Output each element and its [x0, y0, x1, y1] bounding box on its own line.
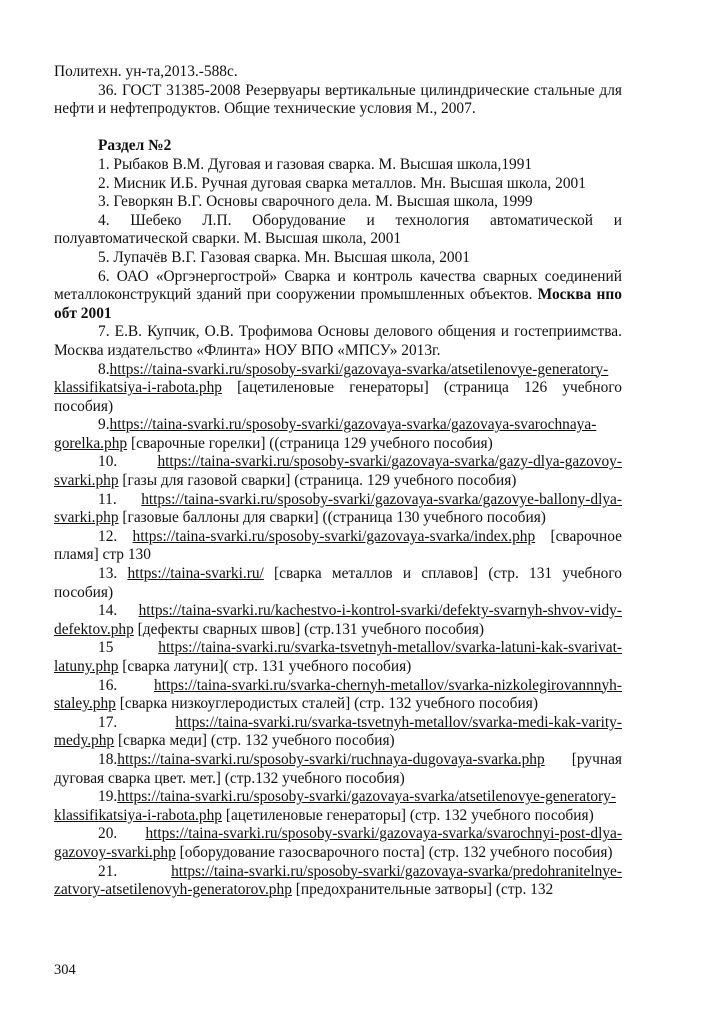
reference-link[interactable]: https://taina-svarki.ru/ [127, 565, 264, 583]
reference-6-text: 6. ОАО «Оргэнергострой» Сварка и контроль качества сварных соединений металлоконструкций зданий при сооружении промышленных объектов. [54, 267, 622, 304]
reference-link[interactable]: https://taina-svarki.ru/sposoby-svarki/gazovaya-svarka/predohranitelnye-zatvory-atsetilenovyh-generatorov.php [54, 862, 622, 899]
link-reference-item [54, 453, 622, 490]
reference-number: 11. [98, 490, 142, 508]
link-reference-item [54, 714, 622, 751]
reference-number: 13. [98, 565, 128, 583]
page-number: 304 [54, 962, 76, 978]
reference-link[interactable]: https://taina-svarki.ru/sposoby-svarki/gazovaya-svarka/svarochnyi-post-dlya-gazovoy-svarki.php [54, 825, 622, 861]
spacer [54, 119, 622, 138]
reference-1: 1. Рыбаков В.М. Дуговая и газовая сварка. М. Высшая школа,1991 [98, 155, 533, 173]
reference-number: 19. [98, 788, 118, 806]
link-reference-item [54, 361, 622, 417]
reference-link[interactable]: https://taina-svarki.ru/sposoby-svarki/gazovaya-svarka/atsetilenovye-generatory-klassifikatsiya-i-rabota.php [54, 360, 609, 397]
reference-description: [сварочные горелки] ((страница 129 учебного пособия) [127, 434, 493, 452]
text-line: Политехн. ун-та,2013.-588с. [54, 63, 238, 80]
reference-description: [ацетиленовые генераторы] (страница 126 учебного пособия) [54, 379, 622, 415]
reference-4: 4. Шебеко Л.П. Оборудование и технология автоматической и полуавтоматической сварки. М. Высшая школа, 2001 [54, 211, 622, 248]
reference-link[interactable]: https://taina-svarki.ru/kachestvo-i-kontrol-svarki/defekty-svarnyh-shvov-vidy-defektov.php [54, 602, 622, 638]
reference-link[interactable]: https://taina-svarki.ru/sposoby-svarki/gazovaya-svarka/atsetilenovye-generatory-klassifikatsiya-i-rabota.php [54, 788, 616, 824]
link-reference-item [54, 602, 622, 639]
section-title: Раздел №2 [98, 137, 172, 155]
reference-2: 2. Мисник И.Б. Ручная дуговая сварка металлов. Мн. Высшая школа, 2001 [98, 174, 586, 192]
reference-6-bold: Москва нпо обт 2001 [54, 286, 622, 322]
reference-description: [дефекты сварных швов] (стр.131 учебного пособия) [133, 620, 485, 638]
reference-number: 12. [98, 527, 133, 545]
reference-link[interactable]: https://taina-svarki.ru/sposoby-svarki/gazovaya-svarka/gazovaya-svarochnaya-gorelka.php [54, 416, 597, 452]
reference-link[interactable]: https://taina-svarki.ru/svarka-tsvetnyh-metallov/svarka-medi-kak-varity-medy.php [54, 713, 622, 750]
reference-number: 10. [98, 453, 158, 471]
link-reference-item [54, 528, 622, 565]
reference-link[interactable]: https://taina-svarki.ru/sposoby-svarki/ruchnaya-dugovaya-svarka.php [117, 750, 545, 768]
reference-description: [сварка меди] (стр. 132 учебного пособия) [114, 732, 395, 750]
link-reference-item [54, 677, 622, 714]
reference-description: [сварочное пламя] стр 130 [54, 527, 622, 564]
link-reference-list [54, 361, 622, 900]
link-reference-item [54, 825, 622, 862]
reference-description: [предохранительные затворы] (стр. 132 [291, 881, 554, 899]
reference-link[interactable]: https://taina-svarki.ru/sposoby-svarki/gazovaya-svarka/index.php [132, 527, 536, 545]
reference-number: 16. [98, 676, 155, 694]
reference-description: [ручная дуговая сварка цвет. мет.] (стр.132 учебного пособия) [54, 750, 622, 787]
link-reference-item [54, 416, 622, 453]
link-reference-item [54, 863, 622, 900]
reference-link[interactable]: https://taina-svarki.ru/sposoby-svarki/gazovaya-svarka/gazy-dlya-gazovoy-svarki.php [54, 453, 622, 490]
reference-number: 9. [98, 416, 110, 434]
reference-7: 7. Е.В. Купчик, О.В. Трофимова Основы делового общения и гостеприимства. Москва издательство «Флинта» НОУ ВПО «МПСУ» 2013г. [54, 323, 622, 359]
reference-link[interactable]: https://taina-svarki.ru/svarka-chernyh-metallov/svarka-nizkolegirovannnyh-staley.php [54, 676, 622, 713]
link-reference-item [54, 751, 622, 788]
reference-5: 5. Лупачёв В.Г. Газовая сварка. Мн. Высшая школа, 2001 [98, 248, 470, 266]
link-reference-item [54, 788, 622, 825]
reference-description: [газовые баллоны для сварки] ((страница 130 учебного пособия) [118, 509, 546, 527]
page-content [54, 63, 622, 900]
reference-description: [сварка низкоуглеродистых сталей] (стр. 132 учебного пособия) [115, 695, 538, 713]
reference-number: 14. [98, 602, 139, 620]
reference-description: [оборудование газосварочного поста] (стр. 132 учебного пособия) [175, 843, 613, 861]
reference-link[interactable]: https://taina-svarki.ru/svarka-tsvetnyh-metallov/svarka-latuni-kak-svarivat-latuny.php [54, 639, 622, 675]
reference-description: [ацетиленовые генераторы] (стр. 132 учебного пособия) [221, 806, 594, 824]
reference-description: [сварка латуни]( стр. 131 учебного пособия) [118, 658, 412, 675]
reference-description: [газы для газовой сварки] (страница. 129 учебного пособия) [118, 472, 517, 490]
reference-number: 20. [98, 825, 146, 843]
reference-description: [сварка металлов и сплавов] (стр. 131 учебного пособия) [54, 565, 622, 601]
reference-number: 8. [98, 360, 110, 378]
reference-number: 21. [98, 862, 172, 880]
link-reference-item [54, 639, 622, 676]
reference-link[interactable]: https://taina-svarki.ru/sposoby-svarki/gazovaya-svarka/gazovye-ballony-dlya-svarki.php [54, 490, 622, 527]
section-heading [54, 137, 622, 156]
reference-6 [54, 268, 622, 324]
reference-number: 15 [98, 639, 159, 657]
reference-number: 17. [98, 713, 176, 731]
reference-number: 18. [98, 750, 118, 768]
link-reference-item [54, 491, 622, 528]
reference-3: 3. Геворкян В.Г. Основы сварочного дела. М. Высшая школа, 1999 [98, 193, 533, 211]
link-reference-item [54, 565, 622, 602]
reference-36: 36. ГОСТ 31385-2008 Резервуары вертикальные цилиндрические стальные для нефти и нефтепродуктов. Общие технические условия М., 2007. [54, 81, 622, 118]
